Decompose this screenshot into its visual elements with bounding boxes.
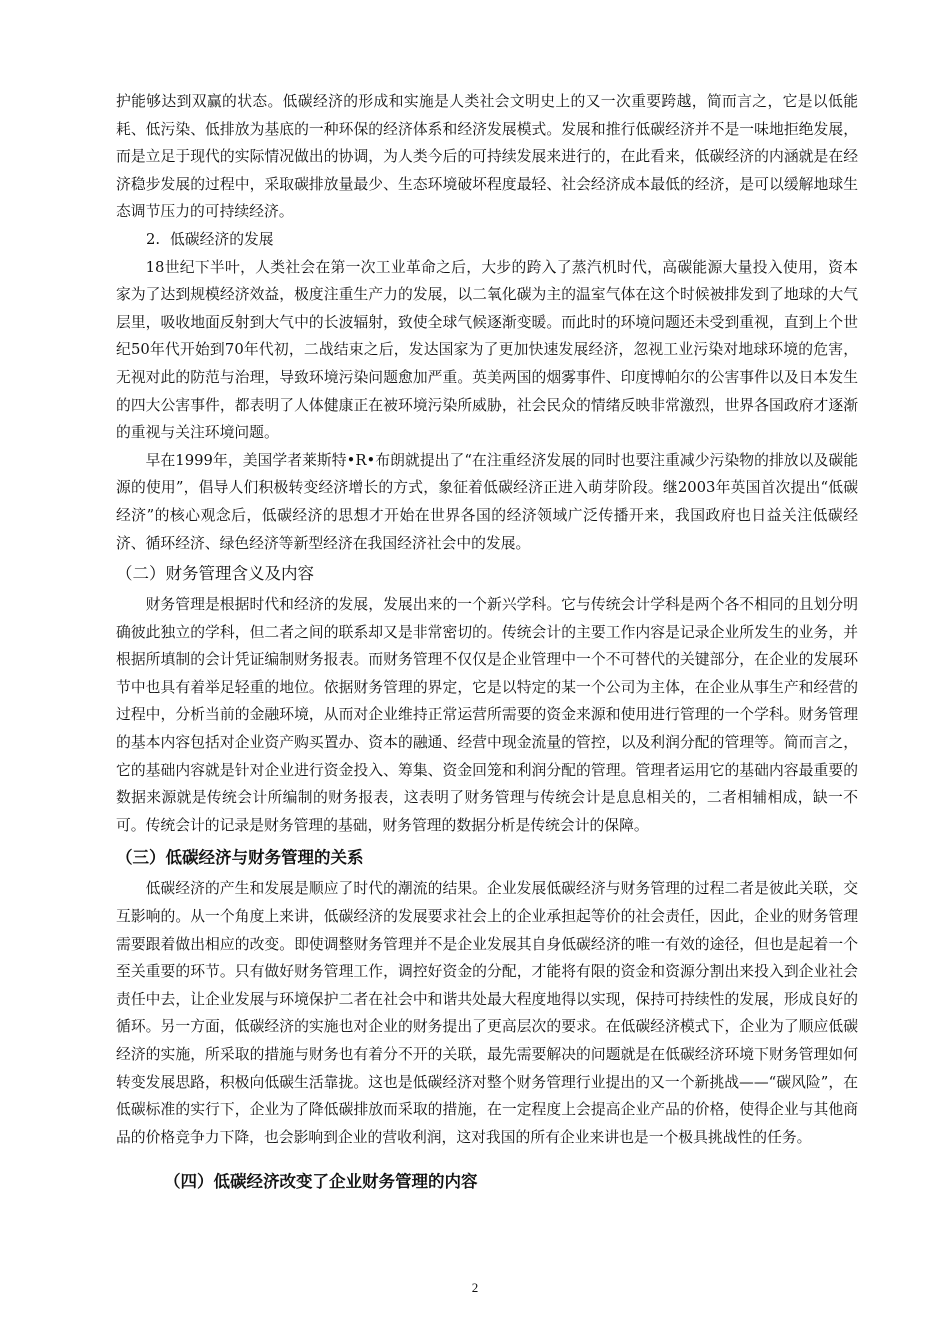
subheading-low-carbon-development [116, 226, 858, 254]
page-number: 2 [471, 1280, 479, 1295]
section-heading-relationship: （三）低碳经济与财务管理的关系 [116, 848, 364, 868]
paragraph-intro-continued: 护能够达到双赢的状态。低碳经济的形成和实施是人类社会文明史上的又一次重要跨越，简而言之，它是以低能耗、低污染、低排放为基底的一种环保的经济体系和经济发展模式。发展和推行低碳经济并不是一味地拒绝发展，而是立足于现代的实际情况做出的协调，为人类今后的可持续发展来进行的，在此看来，低碳经济的内涵就是在经济稳步发展的过程中，采取碳排放量最少、生态环境破坏程度最轻、社会经济成本最低的经济，是可以缓解地球生态调节压力的可持续经济。 [116, 93, 858, 221]
paragraph-brown-1999: 早在1999年，美国学者莱斯特•R•布朗就提出了“在注重经济发展的同时也要注重减少污染物的排放以及碳能源的使用”，倡导人们积极转变经济增长的方式，象征着低碳经济正进入萌芽阶段。继2003年英国首次提出“低碳经济”的核心观念后，低碳经济的思想才开始在世界各国的经济领域广泛传播开来，我国政府也日益关注低碳经济、循环经济、绿色经济等新型经济在我国经济社会中的发展。 [116, 451, 858, 552]
paragraph-industrial-revolution: 18世纪下半叶，人类社会在第一次工业革命之后，大步的跨入了蒸汽机时代，高碳能源大量投入使用，资本家为了达到规模经济效益，极度注重生产力的发展，以二氧化碳为主的温室气体在这个时候被排发到了地球的大气层里，吸收地面反射到大气中的长波辐射，致使全球气候逐渐变暖。而此时的环境问题还未受到重视，直到上个世纪50年代开始到70年代初，二战结束之后，发达国家为了更加快速发展经济，忽视工业污染对地球环境的危害，无视对此的防范与治理，导致环境污染问题愈加严重。英美两国的烟雾事件、印度博帕尔的公害事件以及日本发生的四大公害事件，都表明了人体健康正在被环境污染所威胁，社会民众的情绪反映非常激烈，世界各国政府才逐渐的重视与关注环境问题。 [116, 258, 858, 442]
subheading-number: 2. [146, 230, 161, 248]
subheading-text: 低碳经济的发展 [170, 230, 274, 248]
paragraph-financial-management: 财务管理是根据时代和经济的发展，发展出来的一个新兴学科。它与传统会计学科是两个各不相同的且划分明确彼此独立的学科，但二者之间的联系却又是非常密切的。传统会计的主要工作内容是记录企业所发生的业务，并根据所填制的会计凭证编制财务报表。而财务管理不仅仅是企业管理中一个不可替代的关键部分，在企业的发展环节中也具有着举足轻重的地位。依据财务管理的界定，它是以特定的某一个公司为主体，在企业从事生产和经营的过程中，分析当前的金融环境，从而对企业维持正常运营所需要的资金来源和使用进行管理的一个学科。财务管理的基本内容包括对企业资产购买置办、资本的融通、经营中现金流量的管控，以及利润分配的管理等。简而言之，它的基础内容就是针对企业进行资金投入、筹集、资金回笼和利润分配的管理。管理者运用它的基础内容最重要的数据来源就是传统会计所编制的财务报表，这表明了财务管理与传统会计是息息相关的，二者相辅相成，缺一不可。传统会计的记录是财务管理的基础，财务管理的数据分析是传统会计的保障。 [116, 596, 858, 834]
section-heading-change-content: （四）低碳经济改变了企业财务管理的内容 [164, 1172, 478, 1192]
paragraph-relationship: 低碳经济的产生和发展是顺应了时代的潮流的结果。企业发展低碳经济与财务管理的过程二者是彼此关联，交互影响的。从一个角度上来讲，低碳经济的发展要求社会上的企业承担起等价的社会责任，因此，企业的财务管理需要跟着做出相应的改变。即使调整财务管理并不是企业发展其自身低碳经济的唯一有效的途径，但也是起着一个至关重要的环节。只有做好财务管理工作，调控好资金的分配，才能将有限的资金和资源分割出来投入到企业社会责任中去，让企业发展与环境保护二者在社会中和谐共处最大程度地得以实现，保持可持续性的发展，形成良好的循环。另一方面，低碳经济的实施也对企业的财务提出了更高层次的要求。在低碳经济模式下，企业为了顺应低碳经济的实施，所采取的措施与财务也有着分不开的关联，最先需要解决的问题就是在低碳经济环境下财务管理如何转变发展思路，积极向低碳生活靠拢。这也是低碳经济对整个财务管理行业提出的又一个新挑战——“碳风险”，在低碳标准的实行下，企业为了降低碳排放而采取的措施，在一定程度上会提高企业产品的价格，使得企业与其他商品的价格竞争力下降，也会影响到企业的营收利润，这对我国的所有企业来讲也是一个极具挑战性的任务。 [116, 880, 858, 1146]
document-body [116, 88, 858, 1199]
section-heading-financial-management: （二）财务管理含义及内容 [116, 564, 314, 584]
